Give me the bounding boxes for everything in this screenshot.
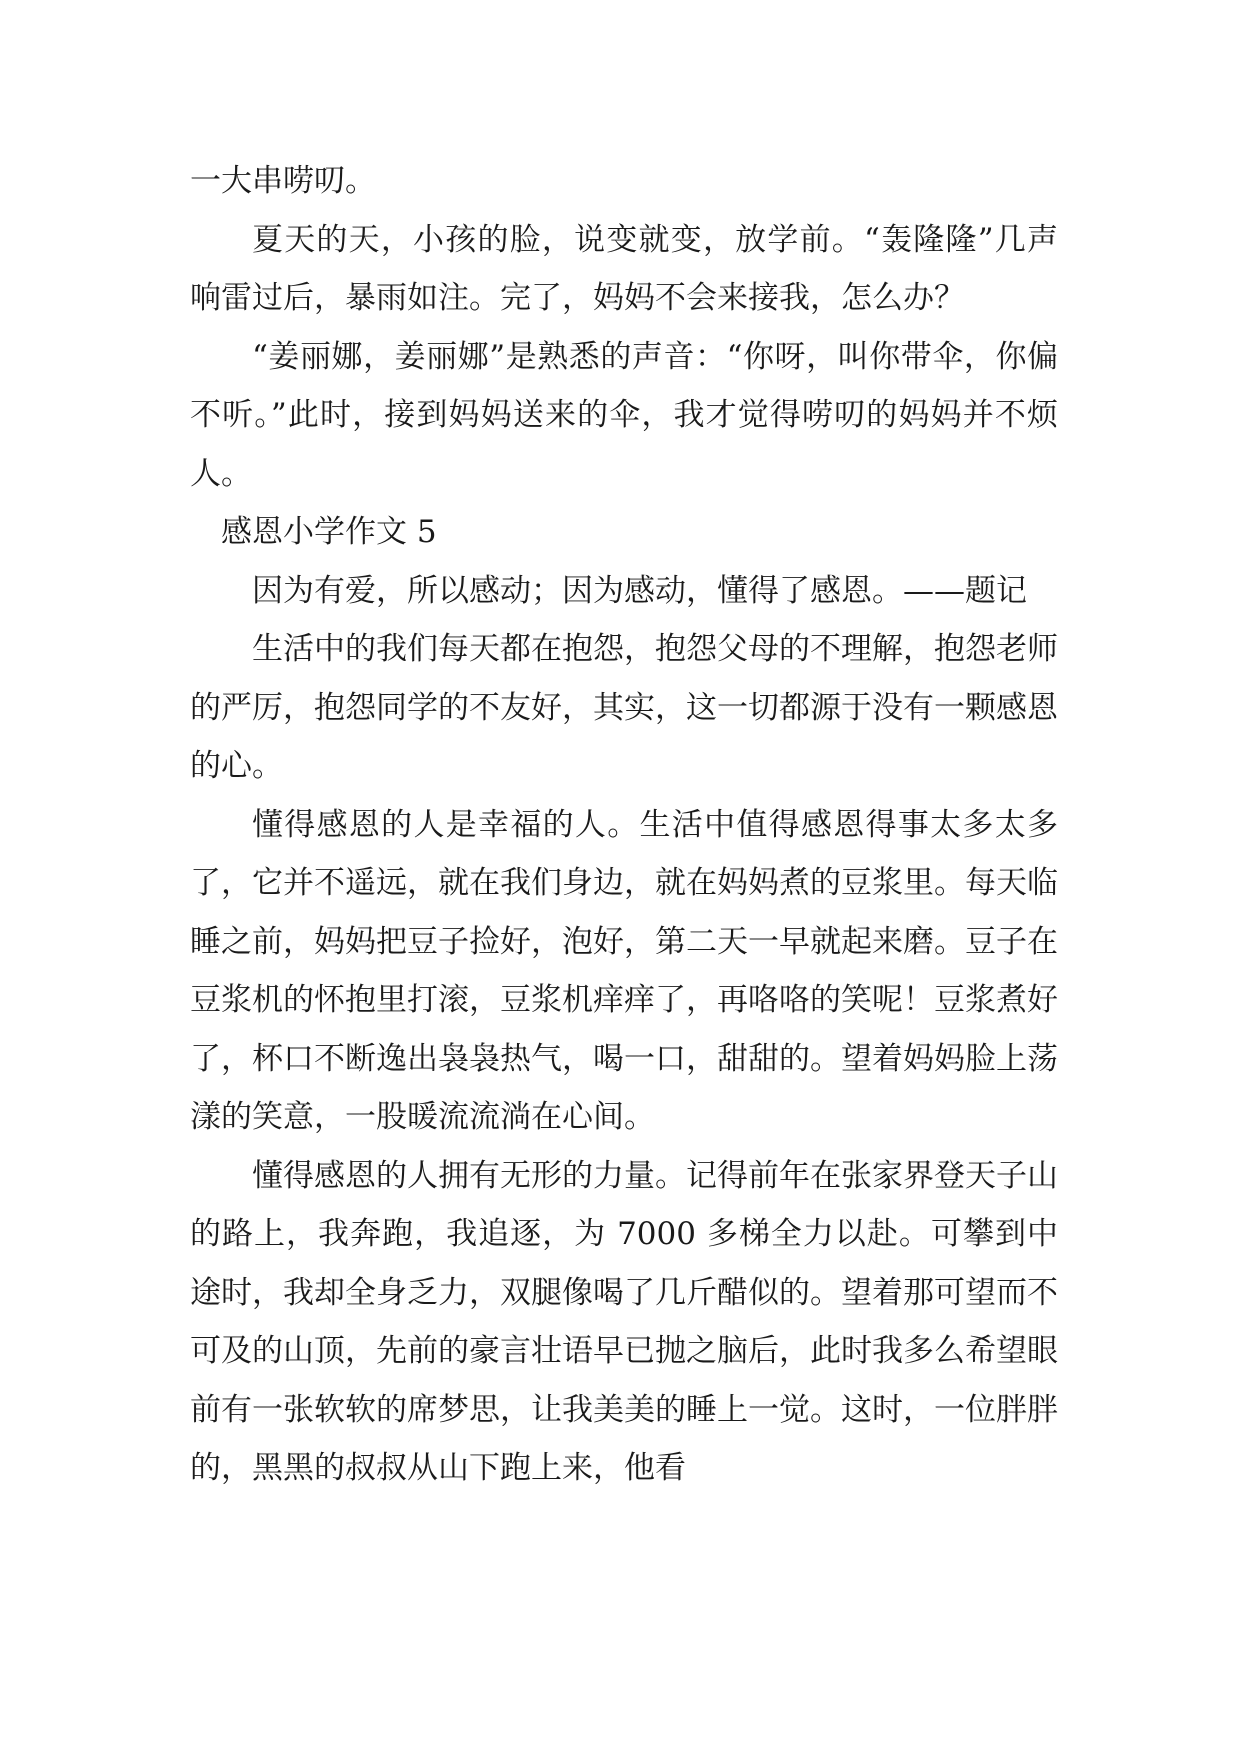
document-body <box>190 152 1058 1498</box>
paragraph-epigraph: 因为有爱，所以感动；因为感动，懂得了感恩。——题记 <box>252 572 1027 609</box>
paragraph-continuation: 一大串唠叨。 <box>190 163 376 199</box>
paragraph: 夏天的天，小孩的脸，说变就变，放学前。“轰隆隆”几声响雷过后，暴雨如注。完了，妈妈不会来接我，怎么办？ <box>190 221 1058 316</box>
paragraph: 生活中的我们每天都在抱怨，抱怨父母的不理解，抱怨老师的严厉，抱怨同学的不友好，其实，这一切都源于没有一颗感恩的心。 <box>190 631 1058 784</box>
paragraph: “姜丽娜，姜丽娜”是熟悉的声音：“你呀，叫你带伞，你偏不听。”此时，接到妈妈送来的伞，我才觉得唠叨的妈妈并不烦人。 <box>190 338 1058 492</box>
paragraph: 懂得感恩的人拥有无形的力量。记得前年在张家界登天子山的路上，我奔跑，我追逐，为 7000 多梯全力以赴。可攀到中途时，我却全身乏力，双腿像喝了几斤醋似的。望着那可望而不可及的山顶，先前的豪言壮语早已抛之脑后，此时我多么希望眼前有一张软软的席梦思，让我美美的睡上一觉。这时，一位胖胖的，黑黑的叔叔从山下跑上来，他看 <box>190 1157 1058 1486</box>
paragraph: 懂得感恩的人是幸福的人。生活中值得感恩得事太多太多了，它并不遥远，就在我们身边，就在妈妈煮的豆浆里。每天临睡之前，妈妈把豆子捡好，泡好，第二天一早就起来磨。豆子在豆浆机的怀抱里打滚，豆浆机痒痒了，再咯咯的笑呢！豆浆煮好了，杯口不断逸出袅袅热气，喝一口，甜甜的。望着妈妈脸上荡漾的笑意，一股暖流流淌在心间。 <box>190 806 1058 1135</box>
section-heading: 感恩小学作文 5 <box>221 514 437 550</box>
